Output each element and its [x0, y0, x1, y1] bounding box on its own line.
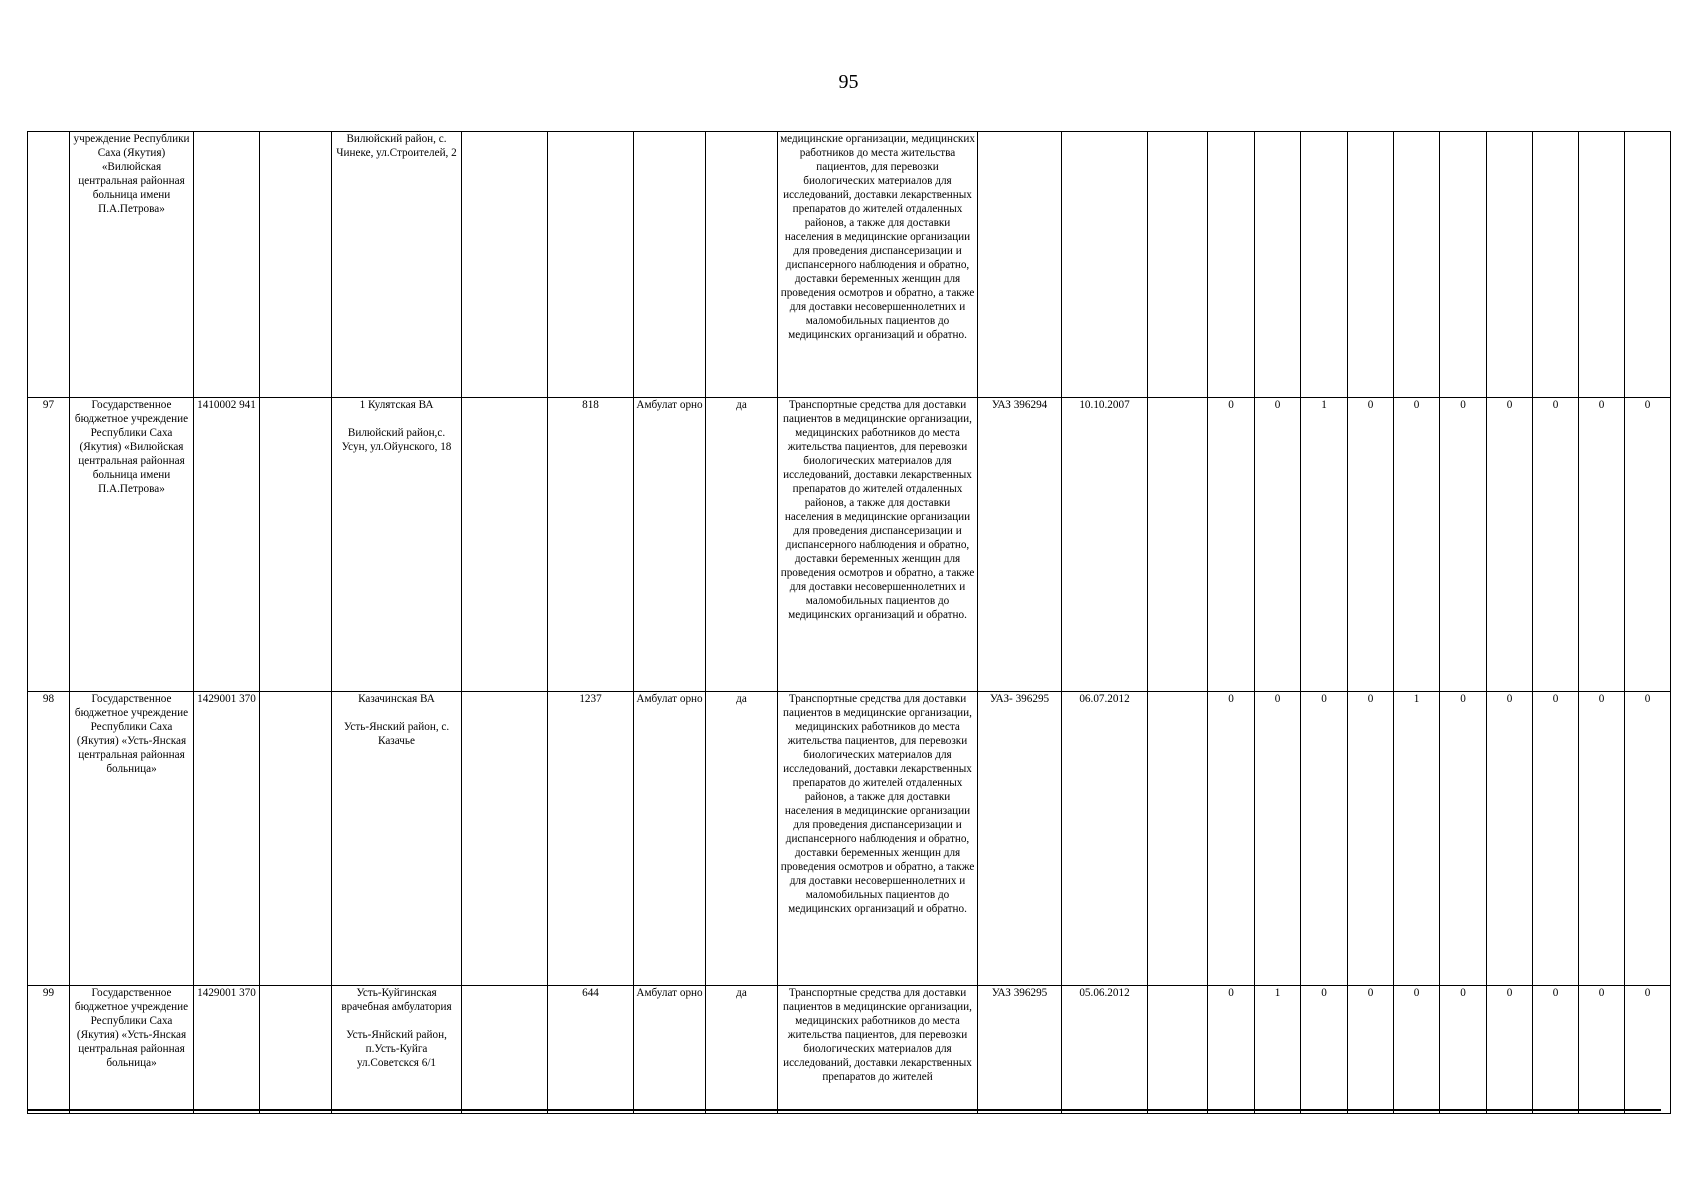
row-number: 97	[28, 398, 70, 692]
col-6-cell	[462, 986, 548, 1114]
count-cell-9	[1579, 132, 1625, 398]
count-cell-8: 0	[1533, 398, 1579, 692]
count-cell-2: 1	[1255, 986, 1301, 1114]
count-cell-8: 0	[1533, 986, 1579, 1114]
count-cell-7: 0	[1487, 398, 1533, 692]
flag-cell: да	[706, 398, 778, 692]
table-row	[28, 132, 1671, 398]
table-row	[28, 986, 1671, 1114]
count-cell-5: 1	[1394, 692, 1440, 986]
population-count: 818	[548, 398, 634, 692]
vehicle-model: УАЗ- 396295	[978, 692, 1062, 986]
col-4-cell	[260, 398, 332, 692]
count-cell-5	[1394, 132, 1440, 398]
inn-code: 1429001 370	[194, 692, 260, 986]
table-row	[28, 398, 1671, 692]
organization-name: Государственное бюджетное учреждение Республики Саха (Якутия) «Усть-Янская центральная районная больница»	[70, 986, 194, 1114]
registration-date	[1062, 132, 1148, 398]
flag-cell	[706, 132, 778, 398]
vehicle-model: УАЗ 396294	[978, 398, 1062, 692]
count-cell-3: 0	[1301, 692, 1348, 986]
inn-code: 1410002 941	[194, 398, 260, 692]
inn-code	[194, 132, 260, 398]
registration-date: 10.10.2007	[1062, 398, 1148, 692]
col-4-cell	[260, 132, 332, 398]
count-cell-4	[1348, 132, 1394, 398]
count-cell-1: 0	[1208, 398, 1255, 692]
row-number: 98	[28, 692, 70, 986]
count-cell-10: 0	[1625, 986, 1671, 1114]
col-6-cell	[462, 132, 548, 398]
col-6-cell	[462, 398, 548, 692]
col-4-cell	[260, 986, 332, 1114]
count-cell-2: 0	[1255, 692, 1301, 986]
count-cell-8	[1533, 132, 1579, 398]
count-cell-2: 0	[1255, 398, 1301, 692]
care-type: Амбулат орно	[634, 986, 706, 1114]
count-cell-3: 0	[1301, 986, 1348, 1114]
flag-cell: да	[706, 986, 778, 1114]
table-row	[28, 692, 1671, 986]
count-cell-6: 0	[1440, 398, 1487, 692]
vehicle-purpose: Транспортные средства для доставки пациентов в медицинские организации, медицинских работников до места жительства пациентов, для перевозки биологических материалов для исследований, доставки лекарственных препаратов до жителей	[778, 986, 978, 1114]
count-cell-10	[1625, 132, 1671, 398]
col-13-cell	[1148, 398, 1208, 692]
count-cell-6: 0	[1440, 986, 1487, 1114]
col-13-cell	[1148, 692, 1208, 986]
vehicle-model	[978, 132, 1062, 398]
vehicle-model: УАЗ 396295	[978, 986, 1062, 1114]
inn-code: 1429001 370	[194, 986, 260, 1114]
care-type	[634, 132, 706, 398]
count-cell-6: 0	[1440, 692, 1487, 986]
address-cell: Вилюйский район, с. Чинеке, ул.Строителей, 2	[332, 132, 462, 398]
count-cell-3	[1301, 132, 1348, 398]
count-cell-10: 0	[1625, 398, 1671, 692]
count-cell-5: 0	[1394, 398, 1440, 692]
count-cell-1: 0	[1208, 986, 1255, 1114]
count-cell-5: 0	[1394, 986, 1440, 1114]
organization-name: учреждение Республики Саха (Якутия) «Вилюйская центральная районная больница имени П.А.Петрова»	[70, 132, 194, 398]
care-type: Амбулат орно	[634, 692, 706, 986]
row-number	[28, 132, 70, 398]
count-cell-8: 0	[1533, 692, 1579, 986]
care-type: Амбулат орно	[634, 398, 706, 692]
population-count: 1237	[548, 692, 634, 986]
organization-name: Государственное бюджетное учреждение Республики Саха (Якутия) «Вилюйская центральная районная больница имени П.А.Петрова»	[70, 398, 194, 692]
count-cell-4: 0	[1348, 398, 1394, 692]
population-count	[548, 132, 634, 398]
address-cell: Усть-Куйгинская врачебная амбулатория Усть-Янйский район, п.Усть-Куйга ул.Советскся 6/1	[332, 986, 462, 1114]
registry-table	[27, 131, 1671, 1114]
col-13-cell	[1148, 132, 1208, 398]
col-6-cell	[462, 692, 548, 986]
count-cell-6	[1440, 132, 1487, 398]
count-cell-9: 0	[1579, 986, 1625, 1114]
registration-date: 05.06.2012	[1062, 986, 1148, 1114]
count-cell-7: 0	[1487, 986, 1533, 1114]
col-4-cell	[260, 692, 332, 986]
count-cell-9: 0	[1579, 692, 1625, 986]
count-cell-1	[1208, 132, 1255, 398]
address-cell: Казачинская ВА Усть-Янский район, с. Казачье	[332, 692, 462, 986]
vehicle-purpose: Транспортные средства для доставки пациентов в медицинские организации, медицинских работников до места жительства пациентов, для перевозки биологических материалов для исследований, доставки лекарственных препаратов до жителей отдаленных районов, а также для доставки населения в медицинские организации для проведения диспансеризации и диспансерного наблюдения и обратно, доставки беременных женщин для проведения осмотров и обратно, а также для доставки несовершеннолетних и маломобильных пациентов до медицинских организаций и обратно.	[778, 398, 978, 692]
count-cell-10: 0	[1625, 692, 1671, 986]
vehicle-purpose: Транспортные средства для доставки пациентов в медицинские организации, медицинских работников до места жительства пациентов, для перевозки биологических материалов для исследований, доставки лекарственных препаратов до жителей отдаленных районов, а также для доставки населения в медицинские организации для проведения диспансеризации и диспансерного наблюдения и обратно, доставки беременных женщин для проведения осмотров и обратно, а также для доставки несовершеннолетних и маломобильных пациентов до медицинских организаций и обратно.	[778, 692, 978, 986]
count-cell-1: 0	[1208, 692, 1255, 986]
count-cell-2	[1255, 132, 1301, 398]
row-number: 99	[28, 986, 70, 1114]
address-cell: 1 Кулятская ВА Вилюйский район,с. Усун, ул.Ойунского, 18	[332, 398, 462, 692]
count-cell-7: 0	[1487, 692, 1533, 986]
count-cell-9: 0	[1579, 398, 1625, 692]
page-number: 95	[838, 71, 859, 93]
count-cell-7	[1487, 132, 1533, 398]
count-cell-3: 1	[1301, 398, 1348, 692]
col-13-cell	[1148, 986, 1208, 1114]
population-count: 644	[548, 986, 634, 1114]
organization-name: Государственное бюджетное учреждение Республики Саха (Якутия) «Усть-Янская центральная районная больница»	[70, 692, 194, 986]
vehicle-purpose: медицинские организации, медицинских работников до места жительства пациентов, для перевозки биологических материалов для исследований, доставки лекарственных препаратов до жителей отдаленных районов, а также для доставки населения в медицинские организации для проведения диспансеризации и диспансерного наблюдения и обратно, доставки беременных женщин для проведения осмотров и обратно, а также для доставки несовершеннолетних и маломобильных пациентов до медицинских организаций и обратно.	[778, 132, 978, 398]
count-cell-4: 0	[1348, 692, 1394, 986]
flag-cell: да	[706, 692, 778, 986]
registration-date: 06.07.2012	[1062, 692, 1148, 986]
table-bottom-border	[27, 1109, 1661, 1111]
count-cell-4: 0	[1348, 986, 1394, 1114]
